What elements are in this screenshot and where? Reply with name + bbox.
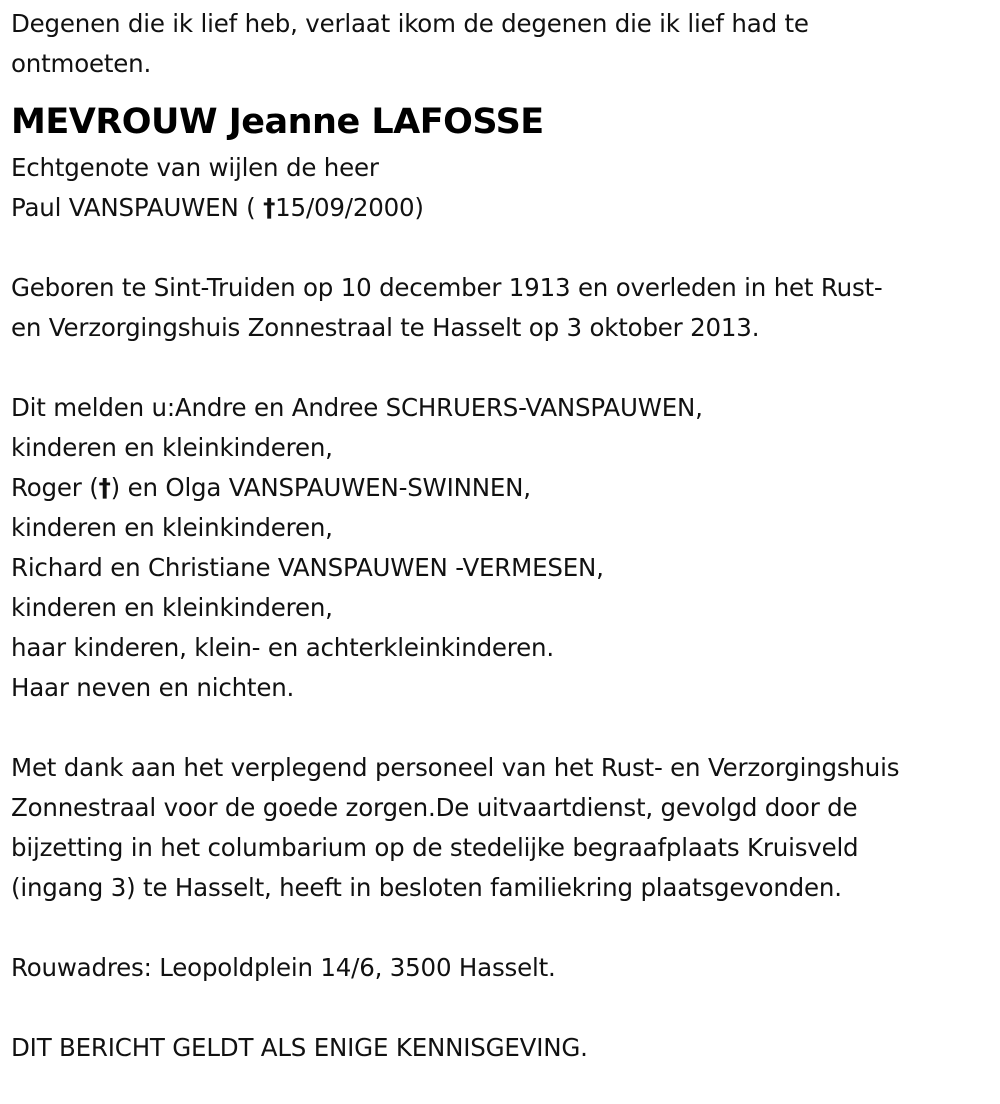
spacer (11, 988, 1000, 1028)
spouse-line (11, 188, 1000, 228)
announcer-line: kinderen en kleinkinderen, (11, 513, 333, 542)
spouse-line: Echtgenote van wijlen de heer (11, 153, 379, 182)
motto (11, 4, 1000, 84)
thanks-paragraph (11, 748, 1000, 908)
spouse-death-date: 15/09/2000) (275, 193, 424, 222)
spacer (11, 228, 1000, 268)
thanks-line: bijzetting in het columbarium op de stedelijke begraafplaats Kruisveld (11, 833, 859, 862)
spacer (11, 348, 1000, 388)
announcer-line: haar kinderen, klein- en achterkleinkinderen. (11, 633, 554, 662)
thanks-line: Zonnestraal voor de goede zorgen.De uitvaartdienst, gevolgd door de (11, 793, 858, 822)
announcer-line: kinderen en kleinkinderen, (11, 593, 333, 622)
thanks-line: (ingang 3) te Hasselt, heeft in besloten familiekring plaatsgevonden. (11, 873, 842, 902)
spouse-info (11, 148, 1000, 228)
announcer-name: Roger ( (11, 473, 99, 502)
motto-line: ontmoeten. (11, 49, 152, 78)
announcer-line: Dit melden u:Andre en Andree SCHRUERS-VANSPAUWEN, (11, 393, 703, 422)
mourning-address: Rouwadres: Leopoldplein 14/6, 3500 Hasselt. (11, 953, 556, 982)
announcer-name: ) en Olga VANSPAUWEN-SWINNEN, (110, 473, 531, 502)
announcers (11, 388, 1000, 708)
notice-statement: DIT BERICHT GELDT ALS ENIGE KENNISGEVING. (11, 1033, 588, 1062)
deceased-name: MEVROUW Jeanne LAFOSSE (11, 102, 544, 142)
cross-icon: † (98, 473, 111, 502)
announcer-line: Richard en Christiane VANSPAUWEN -VERMESEN, (11, 553, 604, 582)
announcer-line: Haar neven en nichten. (11, 673, 295, 702)
spacer (11, 708, 1000, 748)
spacer (11, 908, 1000, 948)
thanks-line: Met dank aan het verplegend personeel van het Rust- en Verzorgingshuis (11, 753, 900, 782)
birth-death-line: en Verzorgingshuis Zonnestraal te Hasselt op 3 oktober 2013. (11, 313, 760, 342)
announcer-line: kinderen en kleinkinderen, (11, 433, 333, 462)
announcer-line (11, 468, 1000, 508)
motto-line: Degenen die ik lief heb, verlaat ikom de degenen die ik lief had te (11, 9, 809, 38)
cross-icon: † (263, 193, 276, 222)
birth-death-line: Geboren te Sint-Truiden op 10 december 1913 en overleden in het Rust- (11, 273, 883, 302)
birth-death-info (11, 268, 1000, 348)
spouse-name: Paul VANSPAUWEN ( (11, 193, 264, 222)
